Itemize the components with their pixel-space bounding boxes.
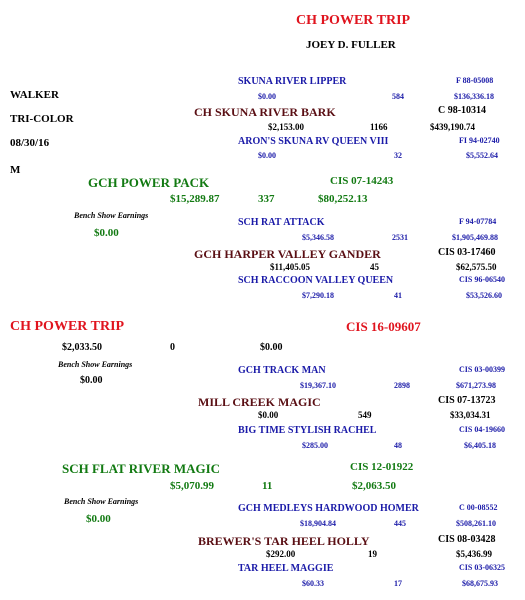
dam-gs-earn2: $33,034.31: [450, 410, 491, 420]
sire-gd-sire-reg: F 94-07784: [459, 217, 497, 226]
dam-gs-dam-earn2: $6,405.18: [464, 441, 496, 450]
dam-pts: 11: [262, 480, 273, 492]
dam-gd-dam-pts: 17: [394, 579, 402, 588]
dam-gd-pts: 19: [368, 549, 377, 559]
dam-bench-label: Bench Show Earnings: [64, 497, 139, 506]
dam-gd-dam-earn1: $60.33: [302, 579, 324, 588]
dam-gs-earn1: $0.00: [258, 410, 279, 420]
dam-earn2: $2,063.50: [352, 480, 396, 492]
sire-ggd-pts: 32: [394, 151, 402, 160]
pedigree-title: CH POWER TRIP: [296, 13, 411, 28]
sire-gd-name: GCH HARPER VALLEY GANDER: [194, 247, 381, 261]
sire-gs-reg: C 98-10314: [438, 105, 487, 116]
dam-gd-dam-reg: CIS 03-06325: [459, 563, 506, 572]
sire-name: GCH POWER PACK: [88, 175, 210, 190]
sire-gs-earn2: $439,190.74: [430, 122, 475, 132]
sire-gd-dam-earn2: $53,526.60: [466, 291, 502, 300]
dam-gs-sire-earn2: $671,273.98: [456, 381, 496, 390]
sire-earn2: $80,252.13: [318, 193, 368, 205]
sire-gs-pts: 1166: [370, 122, 388, 132]
sire-bench-value: $0.00: [94, 227, 119, 239]
sire-gd-pts: 45: [370, 262, 379, 272]
dam-gs-dam-name: BIG TIME STYLISH RACHEL: [238, 425, 377, 436]
sire-gs-name: CH SKUNA RIVER BARK: [194, 105, 336, 119]
sire-gd-earn2: $62,575.50: [456, 262, 497, 272]
sire-gd-sire-earn2: $1,905,469.88: [452, 233, 498, 242]
dam-gd-dam-earn2: $68,675.93: [462, 579, 498, 588]
sire-ggs-name: SKUNA RIVER LIPPER: [238, 76, 347, 87]
sire-bench-label: Bench Show Earnings: [74, 211, 149, 220]
subject-earn2: $0.00: [260, 342, 283, 353]
dam-gd-earn2: $5,436.99: [456, 549, 492, 559]
sire-ggs-reg: F 88-05008: [456, 76, 494, 85]
dam-gd-dam-name: TAR HEEL MAGGIE: [238, 563, 334, 574]
dam-gd-reg: CIS 08-03428: [438, 534, 496, 545]
subject-bench-value: $0.00: [80, 375, 103, 386]
dam-gs-sire-name: GCH TRACK MAN: [238, 365, 326, 376]
dam-gs-sire-reg: CIS 03-00399: [459, 365, 506, 374]
dam-gs-name: MILL CREEK MAGIC: [198, 395, 321, 409]
sire-gd-earn1: $11,405.05: [270, 262, 311, 272]
dam-bench-value: $0.00: [86, 513, 111, 525]
sire-gd-reg: CIS 03-17460: [438, 247, 496, 258]
sire-pts: 337: [258, 193, 275, 205]
sire-gd-sire-earn1: $5,346.58: [302, 233, 334, 242]
dam-gd-sire-earn1: $18,904.84: [300, 519, 336, 528]
dam-gs-pts: 549: [358, 410, 372, 420]
subject-earn1: $2,033.50: [62, 342, 102, 353]
dam-gs-sire-earn1: $19,367.10: [300, 381, 336, 390]
sire-ggs-earn2: $136,336.18: [454, 92, 494, 101]
sire-ggd-name: ARON'S SKUNA RV QUEEN VIII: [238, 136, 389, 147]
dam-gd-sire-earn2: $508,261.10: [456, 519, 496, 528]
sire-gd-dam-name: SCH RACCOON VALLEY QUEEN: [238, 275, 394, 286]
sire-gd-dam-earn1: $7,290.18: [302, 291, 334, 300]
dam-reg: CIS 12-01922: [350, 461, 414, 473]
sire-gd-sire-pts: 2531: [392, 233, 408, 242]
subject-pts: 0: [170, 342, 175, 353]
dam-gs-dam-earn1: $285.00: [302, 441, 328, 450]
sire-ggd-earn2: $5,552.64: [466, 151, 498, 160]
dam-gs-dam-reg: CIS 04-19660: [459, 425, 506, 434]
dam-earn1: $5,070.99: [170, 480, 214, 492]
dam-gd-name: BREWER'S TAR HEEL HOLLY: [198, 534, 370, 548]
sex: M: [10, 164, 21, 176]
date: 08/30/16: [10, 137, 50, 149]
dam-gd-sire-name: GCH MEDLEYS HARDWOOD HOMER: [238, 503, 419, 514]
dam-gd-sire-pts: 445: [394, 519, 406, 528]
breed: WALKER: [10, 89, 59, 101]
subject-reg: CIS 16-09607: [346, 319, 421, 334]
sire-ggs-pts: 584: [392, 92, 404, 101]
sire-gd-sire-name: SCH RAT ATTACK: [238, 217, 325, 228]
sire-gs-earn1: $2,153.00: [268, 122, 304, 132]
dam-gs-sire-pts: 2898: [394, 381, 410, 390]
dam-gs-reg: CIS 07-13723: [438, 395, 496, 406]
sire-ggd-reg: FI 94-02740: [459, 136, 500, 145]
dam-gs-dam-pts: 48: [394, 441, 402, 450]
owner-name: JOEY D. FULLER: [306, 39, 396, 51]
dam-gd-sire-reg: C 00-08552: [459, 503, 498, 512]
sire-gd-dam-reg: CIS 96-06540: [459, 275, 506, 284]
subject-bench-label: Bench Show Earnings: [58, 360, 133, 369]
dam-name: SCH FLAT RIVER MAGIC: [62, 461, 221, 476]
sire-gd-dam-pts: 41: [394, 291, 402, 300]
sire-earn1: $15,289.87: [170, 193, 220, 205]
color: TRI-COLOR: [10, 113, 74, 125]
dam-gd-earn1: $292.00: [266, 549, 296, 559]
sire-reg: CIS 07-14243: [330, 175, 394, 187]
subject-name: CH POWER TRIP: [10, 319, 125, 334]
sire-ggs-earn1: $0.00: [258, 92, 276, 101]
sire-ggd-earn1: $0.00: [258, 151, 276, 160]
